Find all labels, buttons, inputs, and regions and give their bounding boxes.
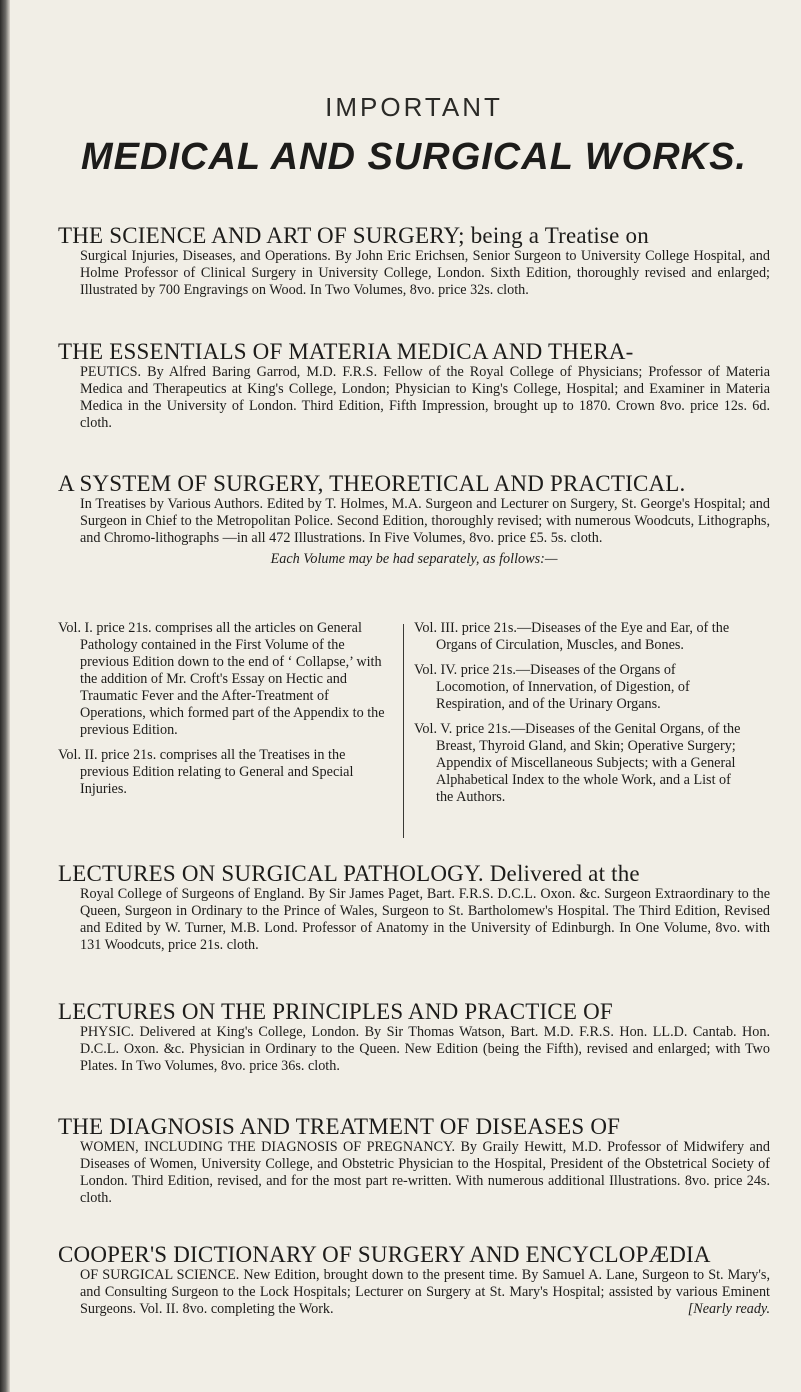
masthead-title: MEDICAL AND SURGICAL WORKS.	[81, 136, 747, 178]
volume-item: Vol. III. price 21s.—Diseases of the Eye and Ear, of the Organs of Circulation, Muscles, and Bones.	[414, 620, 730, 653]
entry-diseases-of-women	[58, 1115, 770, 1207]
entry-title: A SYSTEM OF SURGERY, THEORETICAL AND PRACTICAL.	[58, 471, 686, 496]
entry-title: THE DIAGNOSIS AND TREATMENT OF DISEASES OF	[58, 1114, 621, 1139]
entry-title: LECTURES ON SURGICAL PATHOLOGY. Delivered at the	[58, 861, 640, 886]
volumes-subhead: Each Volume may be had separately, as follows:—	[270, 551, 558, 567]
volumes-right-column	[414, 620, 749, 814]
volume-item: Vol. IV. price 21s.—Diseases of the Organs of Locomotion, of Innervation, of Digestion, of Respiration, and of the Urinary Organs.	[414, 662, 690, 712]
entry-description	[80, 1267, 770, 1318]
entry-description: PHYSIC. Delivered at King's College, London. By Sir Thomas Watson, Bart. M.D. F.R.S. Hon. LL.D. Cantab. Hon. D.C.L. Oxon. &c. Physician in Ordinary to the Queen. New Edition (being the Fifth), revised and enlarged; with Two Plates. In Two Volumes, 8vo. price 36s. cloth.	[80, 1024, 770, 1074]
entry-description-text: OF SURGICAL SCIENCE. New Edition, brought down to the present time. By Samuel A. Lane, Surgeon to St. Mary's, and Consulting Surgeon to the Lock Hospitals; Lecturer on Surgery at St. Mary's Hospital; assisted by various Eminent Surgeons. Vol. II. 8vo. completing the Work.	[80, 1267, 770, 1317]
volume-item: Vol. II. price 21s. comprises all the Treatises in the previous Edition relating to General and Special Injuries.	[58, 747, 354, 797]
entry-coopers-dictionary	[58, 1243, 770, 1318]
entry-title: COOPER'S DICTIONARY OF SURGERY AND ENCYCLOPÆDIA	[58, 1242, 711, 1267]
volumes-left-column	[58, 620, 393, 806]
volume-item: Vol. I. price 21s. comprises all the articles on General Pathology contained in the First Volume of the previous Edition down to the end of ‘ Collapse,’ with the addition of Mr. Croft's Essay on Hectic and Traumatic Fever and the After-Treatment of Operations, which formed part of the Appendix to the previous Edition.	[58, 620, 385, 738]
entry-description: Surgical Injuries, Diseases, and Operations. By John Eric Erichsen, Senior Surgeon to University College Hospital, and Holme Professor of Clinical Surgery in University College, London. Sixth Edition, thoroughly revised and enlarged; Illustrated by 700 Engravings on Wood. In Two Volumes, 8vo. price 32s. cloth.	[80, 248, 770, 298]
entry-title: THE ESSENTIALS OF MATERIA MEDICA AND THERA-	[58, 339, 634, 364]
entry-description: In Treatises by Various Authors. Edited by T. Holmes, M.A. Surgeon and Lecturer on Surgery, St. George's Hospital; and Surgeon in Chief to the Metropolitan Police. Second Edition, thoroughly revised; with numerous Woodcuts, Lithographs, and Chromo-lithographs —in all 472 Illustrations. In Five Volumes, 8vo. price £5. 5s. cloth.	[80, 496, 770, 546]
entry-title: LECTURES ON THE PRINCIPLES AND PRACTICE OF	[58, 999, 613, 1024]
page-binding-edge	[0, 0, 10, 1392]
entry-surgical-pathology	[58, 862, 770, 954]
entry-description: PEUTICS. By Alfred Baring Garrod, M.D. F.R.S. Fellow of the Royal College of Physicians; Professor of Materia Medica and Therapeutics at King's College, London; Physician to King's College, Hospital; and Examiner in Materia Medica in the University of London. Third Edition, Fifth Impression, brought up to 1870. Crown 8vo. price 12s. 6d. cloth.	[80, 364, 770, 431]
entry-title: THE SCIENCE AND ART OF SURGERY; being a Treatise on	[58, 223, 649, 248]
column-divider	[403, 624, 404, 838]
kicker-heading: IMPORTANT	[325, 92, 503, 122]
entry-principles-practice-physic	[58, 1000, 770, 1075]
volumes-columns	[58, 620, 770, 840]
entry-system-of-surgery	[58, 472, 770, 568]
entry-description: WOMEN, INCLUDING THE DIAGNOSIS OF PREGNANCY. By Graily Hewitt, M.D. Professor of Midwifery and Diseases of Women, University College, and Obstetric Physician to the Hospital, President of the Obstetrical Society of London. Third Edition, revised, and for the most part re-written. With numerous additional Illustrations. 8vo. price 24s. cloth.	[80, 1139, 770, 1206]
entry-description: Royal College of Surgeons of England. By Sir James Paget, Bart. F.R.S. D.C.L. Oxon. &c. Surgeon Extraordinary to the Queen, Surgeon in Ordinary to the Prince of Wales, Surgeon to St. Bartholomew's Hospital. The Third Edition, Revised and Edited by W. Turner, M.B. Lond. Professor of Anatomy in the University of Edinburgh. In One Volume, 8vo. with 131 Woodcuts, price 21s. cloth.	[80, 886, 770, 953]
entry-science-art-surgery	[58, 224, 770, 299]
availability-note: [Nearly ready.	[687, 1301, 770, 1317]
entry-materia-medica	[58, 340, 770, 432]
volume-item: Vol. V. price 21s.—Diseases of the Genital Organs, of the Breast, Thyroid Gland, and Skin; Operative Surgery; Appendix of Miscellaneous Subjects; with a General Alphabetical Index to the whole Work, and a List of the Authors.	[414, 721, 741, 805]
